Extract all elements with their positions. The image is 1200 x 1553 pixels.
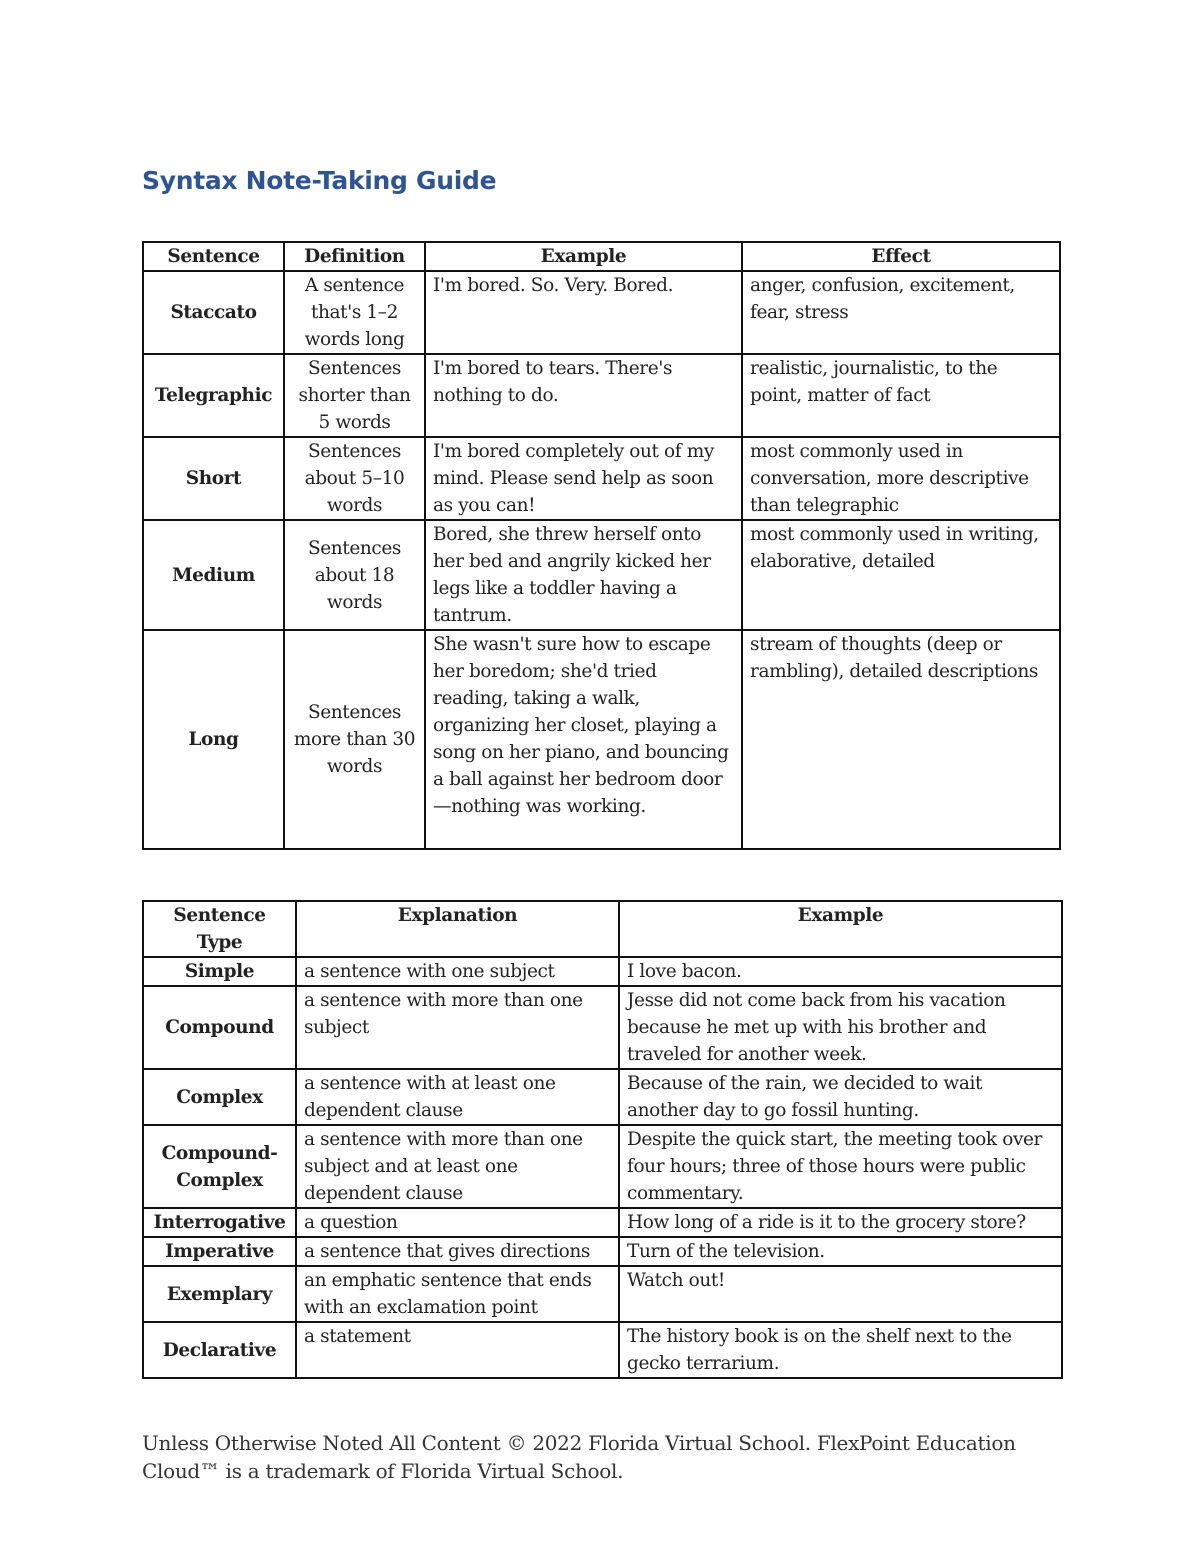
column-header: Sentence [143, 242, 284, 271]
explanation-cell: a statement [296, 1322, 619, 1378]
row-label: Long [143, 630, 284, 849]
example-cell: The history book is on the shelf next to the gecko terrarium. [619, 1322, 1062, 1378]
table-header-row [143, 242, 1060, 271]
effect-cell: realistic, journalistic, to the point, matter of fact [742, 354, 1060, 437]
table-row [143, 1208, 1062, 1237]
table-row [143, 630, 1060, 849]
footer-line-1: Unless Otherwise Noted All Content © 2022 Florida Virtual School. FlexPoint Education [142, 1431, 1016, 1455]
column-header: Definition [284, 242, 425, 271]
column-header: Effect [742, 242, 1060, 271]
row-label: Compound [143, 986, 296, 1069]
table-row [143, 957, 1062, 986]
explanation-cell: an emphatic sentence that ends with an exclamation point [296, 1266, 619, 1322]
row-label: Exemplary [143, 1266, 296, 1322]
explanation-cell: a sentence with one subject [296, 957, 619, 986]
definition-cell: Sentences about 5–10 words [284, 437, 425, 520]
example-cell: How long of a ride is it to the grocery store? [619, 1208, 1062, 1237]
explanation-cell: a sentence with at least one dependent clause [296, 1069, 619, 1125]
row-label: Short [143, 437, 284, 520]
sentence-type-table [142, 900, 1063, 1379]
example-cell: Watch out! [619, 1266, 1062, 1322]
column-header: Example [619, 901, 1062, 957]
table-row [143, 1322, 1062, 1378]
definition-cell: A sentence that's 1–2 words long [284, 271, 425, 354]
table-row [143, 1069, 1062, 1125]
table-row [143, 986, 1062, 1069]
row-label: Declarative [143, 1322, 296, 1378]
example-cell: Jesse did not come back from his vacation because he met up with his brother and traveled for another week. [619, 986, 1062, 1069]
row-label: Simple [143, 957, 296, 986]
effect-cell: anger, confusion, excitement, fear, stress [742, 271, 1060, 354]
example-cell: I'm bored completely out of my mind. Please send help as soon as you can! [425, 437, 742, 520]
column-header: Explanation [296, 901, 619, 957]
explanation-cell: a sentence with more than one subject and at least one dependent clause [296, 1125, 619, 1208]
example-cell: Bored, she threw herself onto her bed and angrily kicked her legs like a toddler having a tantrum. [425, 520, 742, 630]
example-cell: I love bacon. [619, 957, 1062, 986]
example-cell: I'm bored to tears. There's nothing to do. [425, 354, 742, 437]
table-row [143, 437, 1060, 520]
table-row [143, 1125, 1062, 1208]
table-row [143, 1237, 1062, 1266]
effect-cell: most commonly used in conversation, more descriptive than telegraphic [742, 437, 1060, 520]
copyright-footer [142, 1429, 1042, 1485]
explanation-cell: a sentence that gives directions [296, 1237, 619, 1266]
effect-cell: stream of thoughts (deep or rambling), detailed descriptions [742, 630, 1060, 849]
row-label: Imperative [143, 1237, 296, 1266]
page-title: Syntax Note-Taking Guide [142, 166, 497, 195]
row-label: Compound-Complex [143, 1125, 296, 1208]
effect-cell: most commonly used in writing, elaborative, detailed [742, 520, 1060, 630]
column-header: Example [425, 242, 742, 271]
row-label: Medium [143, 520, 284, 630]
row-label: Complex [143, 1069, 296, 1125]
example-cell: Despite the quick start, the meeting took over four hours; three of those hours were public commentary. [619, 1125, 1062, 1208]
explanation-cell: a sentence with more than one subject [296, 986, 619, 1069]
table-row [143, 271, 1060, 354]
row-label: Interrogative [143, 1208, 296, 1237]
example-cell: Turn of the television. [619, 1237, 1062, 1266]
example-cell: I'm bored. So. Very. Bored. [425, 271, 742, 354]
footer-line-2: Cloud™ is a trademark of Florida Virtual School. [142, 1459, 624, 1483]
table-row [143, 354, 1060, 437]
definition-cell: Sentences more than 30 words [284, 630, 425, 849]
table-row [143, 1266, 1062, 1322]
definition-cell: Sentences shorter than 5 words [284, 354, 425, 437]
row-label: Staccato [143, 271, 284, 354]
row-label: Telegraphic [143, 354, 284, 437]
table-header-row [143, 901, 1062, 957]
example-cell: She wasn't sure how to escape her boredom; she'd tried reading, taking a walk, organizing her closet, playing a song on her piano, and bouncing a ball against her bedroom door—nothing was working. [425, 630, 742, 849]
column-header: Sentence Type [143, 901, 296, 957]
explanation-cell: a question [296, 1208, 619, 1237]
table-row [143, 520, 1060, 630]
sentence-length-table [142, 241, 1061, 850]
example-cell: Because of the rain, we decided to wait another day to go fossil hunting. [619, 1069, 1062, 1125]
definition-cell: Sentences about 18 words [284, 520, 425, 630]
